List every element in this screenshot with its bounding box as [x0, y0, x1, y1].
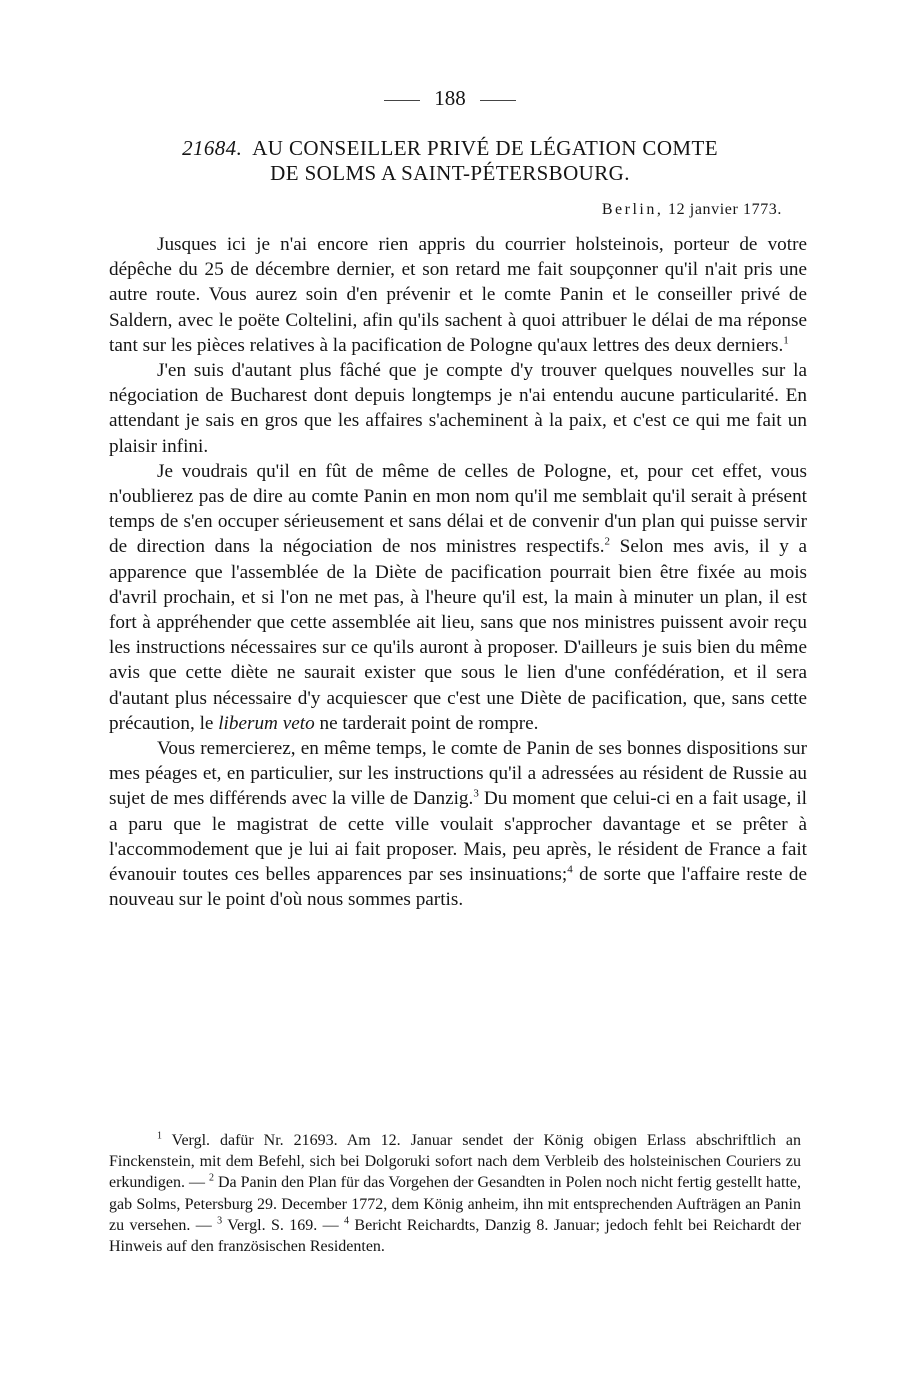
- dateline-city: Berlin,: [601, 201, 664, 218]
- footnote-mark-1: 1: [157, 1130, 162, 1142]
- footnote-mark-3: 3: [217, 1215, 223, 1227]
- dateline-date: 12 janvier 1773.: [667, 201, 782, 218]
- footnote-mark-4: 4: [344, 1215, 350, 1227]
- footnote-3: Vergl. S. 169. —: [222, 1216, 345, 1234]
- paragraph-1-text: Jusques ici je n'ai encore rien appris du courrier holsteinois, porteur de votre dépêche du 25 de décembre dernier, et son retard me fait soupçonner qu'il n'ait pris une autre route. Vous aurez soin d'en prévenir et le comte Panin et le conseiller privé de Saldern, avec le poëte Coltelini, afin qu'ils sachent à quoi attribuer le délai de ma réponse tant sur les pièces relatives à la pacification de Pologne qu'aux lettres des deux derniers.: [109, 234, 807, 356]
- paragraph-3-text-c: ne tarderait point de rompre.: [314, 712, 539, 734]
- heading-text-1: AU CONSEILLER PRIVÉ DE LÉGATION COMTE: [252, 136, 718, 160]
- footnote-ref-1: 1: [783, 334, 789, 347]
- header-rule-left: [384, 100, 420, 101]
- paragraph-4-text-c: de sorte que l'affaire reste de nouveau sur le point d'où nous sommes partis.: [109, 864, 807, 911]
- footnotes: [109, 1130, 801, 1257]
- letter-heading: [0, 136, 900, 186]
- footnote-ref-4: 4: [567, 863, 573, 876]
- footnote-2: Da Panin den Plan für das Vorgehen der Gesandten in Polen noch nicht fertig gestellt hatte, gab Solms, Petersburg 29. December 1772, dem König anheim, ihn mit entsprechenden Aufträgen an Panin zu versehen. —: [109, 1174, 801, 1234]
- paragraph-3-text-b: Selon mes avis, il y a apparence que l'assemblée de la Diète de pacification pourrait bien être fixée au mois d'avril prochain, et si l'on ne met pas, à l'heure qu'il est, la main à minuter un plan, il est fort à appréhender que cette assemblée ait lieu, sans que nos ministres puissent avoir reçu les instructions nécessaires sur ce qu'ils auront à proposer. D'ailleurs je suis bien du même avis que cette diète ne saurait exister que sous le lien d'une confédération, et il sera d'autant plus nécessaire d'y acquiescer que c'est une Diète de pacification, que, sans cette précaution, le: [109, 536, 808, 734]
- paragraph-4-text-b: Du moment que celui-ci en a fait usage, il a paru que le magistrat de cette ville voulait s'approcher davantage et se prêter à l'accommodement que je lui ai fait proposer. Mais, peu après, le résident de France a fait évanouir toutes ces belles apparences par ses insinuations;: [109, 788, 807, 886]
- paragraph-3-text-a: Je voudrais qu'il en fût de même de celles de Pologne, et, pour cet effet, vous n'oublierez pas de dire au comte Panin en mon nom qu'il me semblait qu'il serait à présent temps de s'en occuper sérieusement et sans délai et de convenir d'un plan qui puisse servir de direction dans la négociation de nos ministres respectifs.: [109, 460, 807, 558]
- heading-line-1: [0, 136, 900, 161]
- letter-body: [109, 232, 807, 912]
- footnote-1: Vergl. dafür Nr. 21693. Am 12. Januar sendet der König obigen Erlass abschriftlich an Finckenstein, mit dem Befehl, sich bei Dolgoruki sofort nach dem Verbleib des holsteinischen Couriers zu erkundigen. —: [109, 1132, 801, 1192]
- paragraph-1: [109, 232, 807, 358]
- footnote-4: Bericht Reichardts, Danzig 8. Januar; jedoch fehlt bei Reichardt der Hinweis auf den französischen Residenten.: [109, 1216, 801, 1256]
- footnote-ref-2: 2: [604, 536, 610, 549]
- page-header: [0, 86, 900, 110]
- dateline: [602, 200, 782, 220]
- paragraph-4: [109, 736, 807, 912]
- footnote-ref-3: 3: [473, 788, 479, 801]
- heading-line-2: DE SOLMS A SAINT-PÉTERSBOURG.: [270, 161, 630, 185]
- footnote-block: [109, 1130, 801, 1257]
- letter-number: 21684.: [182, 136, 243, 160]
- paragraph-4-text-a: Vous remercierez, en même temps, le comte de Panin de ses bonnes dispositions sur mes péages et, en particulier, sur les instructions qu'il a adressées au résident de Russie au sujet de mes différends avec la ville de Danzig.: [109, 738, 807, 810]
- paragraph-2: J'en suis d'autant plus fâché que je compte d'y trouver quelques nouvelles sur la négociation de Bucharest dont depuis longtemps je n'ai entendu aucune particularité. En attendant je sais en gros que les affaires s'acheminent à la paix, et c'est ce qui me fait un plaisir infini.: [109, 360, 807, 457]
- page-number: 188: [434, 86, 466, 110]
- liberum-veto-italic: liberum veto: [218, 712, 315, 734]
- header-rule-right: [480, 100, 516, 101]
- paragraph-3: [109, 459, 807, 736]
- footnote-mark-2: 2: [208, 1173, 214, 1185]
